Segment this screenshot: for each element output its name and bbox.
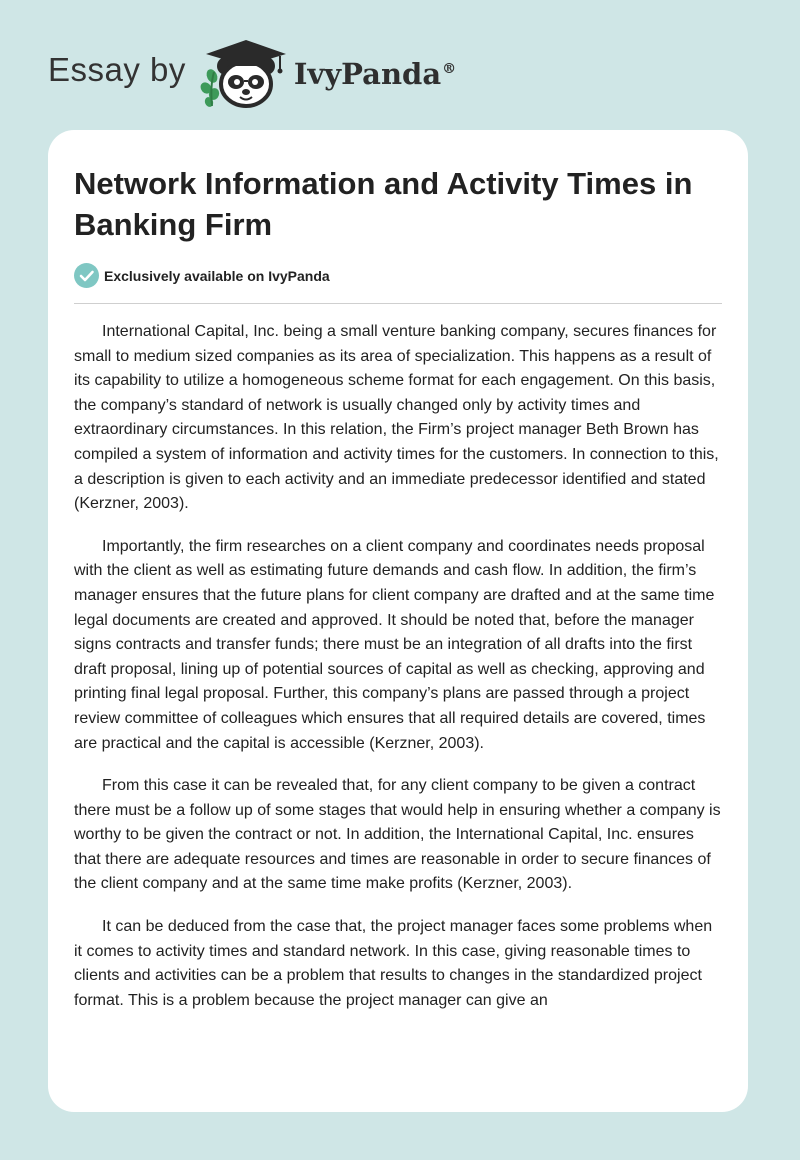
paragraph: Importantly, the firm researches on a client company and coordinates needs proposal with the client as well as estimating future demands and cash flow. In addition, the firm’s manager ensures that the future plans for client company are drafted and at the same time legal documents are created and approved. It should be noted that, before the manager signs contracts and transfer funds; there must be an integration of all drafts into the first draft proposal, lining up of potential sources of capital as well as checking, approving and printing final legal proposal. Further, this company’s plans are passed through a project review committee of colleagues which ensures that all required details are covered, times are practical and the capital is accessible (Kerzner, 2003). [74,537,715,752]
page-title: Network Information and Activity Times in Banking Firm [74,166,693,242]
registered-mark: ® [442,61,457,78]
panda-graduate-icon [200,36,292,108]
paragraph: International Capital, Inc. being a small venture banking company, secures finances for small to medium sized companies as its area of specialization. This happens as a result of its capability to utilize a homogeneous scheme format for each engagement. On this basis, the company’s standard of network is usually changed only by activity times and extraordinary circumstances. In this relation, the Firm’s project manager Beth Brown has compiled a system of information and activity times for the customers. In connection to this, a description is given to each activity and an immediate predecessor identified and stated (Kerzner, 2003). [74,323,719,513]
brand-name [294,57,456,91]
exclusive-badge [74,263,330,288]
brand-header[interactable] [48,36,456,108]
badge-label: Exclusively available on IvyPanda [104,267,330,284]
paragraph: From this case it can be revealed that, for any client company to be given a contract there must be a follow up of some stages that would help in ensuring whether a company is worthy to be given the contract or not. In addition, the International Capital, Inc. ensures that there are adequate resources and times are reasonable in order to secure finances of the client company and at the same time make profits (Kerzner, 2003). [74,777,721,893]
divider [74,303,722,304]
paragraph: It can be deduced from the case that, the project manager faces some problems when it comes to activity times and standard network. In this case, giving reasonable times to clients and activities can be a problem that results to changes in the standardized project format. This is a problem because the project manager can give an [74,918,713,1009]
check-circle-icon [74,263,99,288]
brand-name-text: IvyPanda [293,57,442,91]
essay-body [74,320,724,1031]
essay-card [48,130,748,1112]
brand-prefix: Essay by [48,51,186,88]
